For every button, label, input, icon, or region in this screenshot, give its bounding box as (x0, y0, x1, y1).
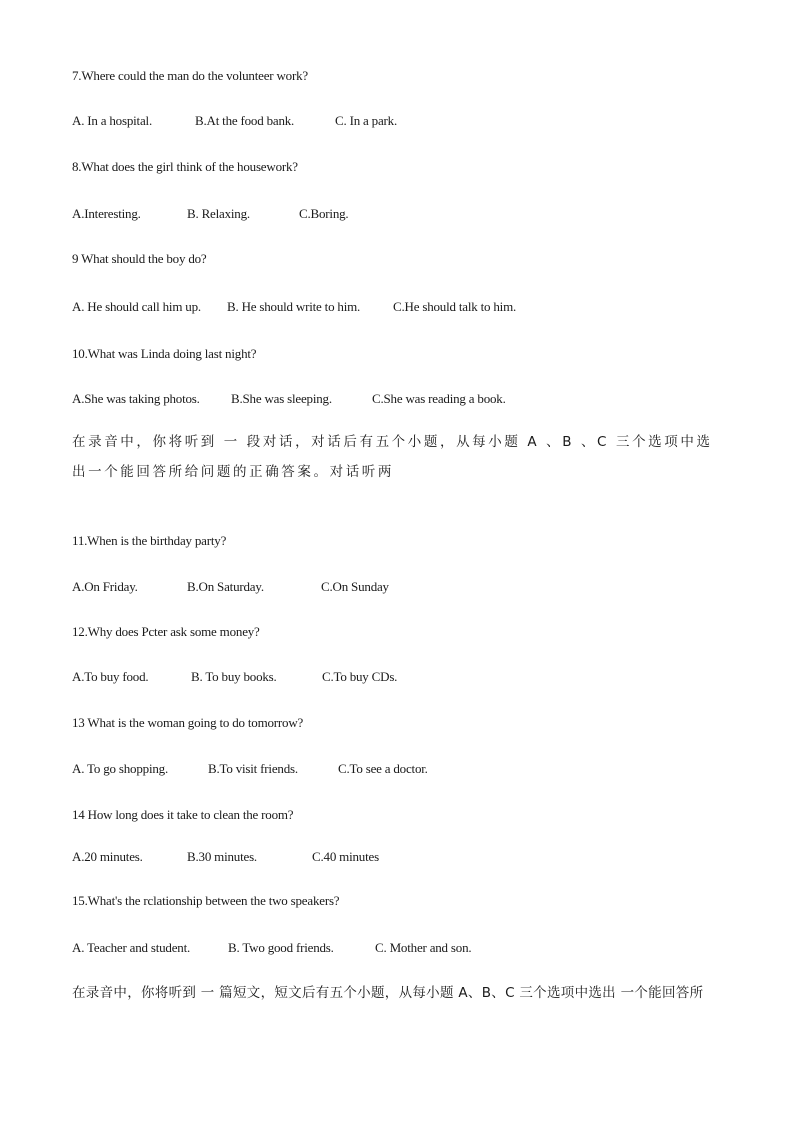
question-14-options (72, 849, 379, 865)
option-b: B. Two good friends. (228, 940, 334, 955)
option-b: B. He should write to him. (227, 299, 361, 314)
option-b: B. Relaxing. (187, 206, 250, 221)
option-b: B.At the food bank. (195, 113, 295, 128)
option-c: C.40 minutes (312, 849, 379, 864)
question-9-text: 9 What should the boy do? (72, 251, 207, 266)
question-8-text: 8.What does the girl think of the housework? (72, 159, 298, 174)
question-12-options (72, 669, 397, 685)
option-a: A.She was taking photos. (72, 391, 200, 406)
option-b: B.She was sleeping. (231, 391, 332, 406)
option-c: C.Boring. (299, 206, 349, 221)
option-c: C. In a park. (335, 113, 398, 128)
option-c: C.To see a doctor. (338, 761, 428, 776)
question-15-options (72, 940, 471, 956)
question-8-options (72, 206, 348, 222)
option-a: A.To buy food. (72, 669, 149, 684)
section-instruction-2: 在录音中，你将听到 一 篇短文，短文后有五个小题，从每小题 A、B、C 三个选项中选出 一个能回答所 (72, 985, 704, 1001)
question-10-options (72, 391, 506, 407)
question-11-options (72, 579, 389, 595)
option-b: B.On Saturday. (187, 579, 264, 594)
option-a: A. He should call him up. (72, 299, 201, 314)
question-13-options (72, 761, 428, 777)
option-a: A. To go shopping. (72, 761, 169, 776)
option-c: C.She was reading a book. (372, 391, 506, 406)
question-9-options (72, 299, 516, 315)
option-c: C.On Sunday (321, 579, 389, 594)
option-c: C. Mother and son. (375, 940, 472, 955)
question-15-text: 15.What's the rclationship between the two speakers? (72, 893, 340, 908)
question-12-text: 12.Why does Pcter ask some money? (72, 624, 260, 639)
option-b: B. To buy books. (191, 669, 277, 684)
option-a: A.20 minutes. (72, 849, 143, 864)
option-b: B.To visit friends. (208, 761, 298, 776)
option-b: B.30 minutes. (187, 849, 257, 864)
question-13-text: 13 What is the woman going to do tomorrow? (72, 715, 304, 730)
option-a: A. Teacher and student. (72, 940, 191, 955)
section-instruction: 在录音中，你将听到 一 段对话，对话后有五个小题，从每小题 A 、B 、C 三个选项中选出一个能回答所给问题的正确答案。对话听两 (72, 434, 713, 480)
option-a: A.On Friday. (72, 579, 138, 594)
question-11-text: 11.When is the birthday party? (72, 533, 227, 548)
question-14-text: 14 How long does it take to clean the room? (72, 807, 294, 822)
option-a: A.Interesting. (72, 206, 141, 221)
question-7-options (72, 113, 397, 129)
option-c: C.He should talk to him. (393, 299, 517, 314)
option-c: C.To buy CDs. (322, 669, 398, 684)
question-7-text: 7.Where could the man do the volunteer work? (72, 68, 308, 83)
option-a: A. In a hospital. (72, 113, 153, 128)
question-10-text: 10.What was Linda doing last night? (72, 346, 257, 361)
